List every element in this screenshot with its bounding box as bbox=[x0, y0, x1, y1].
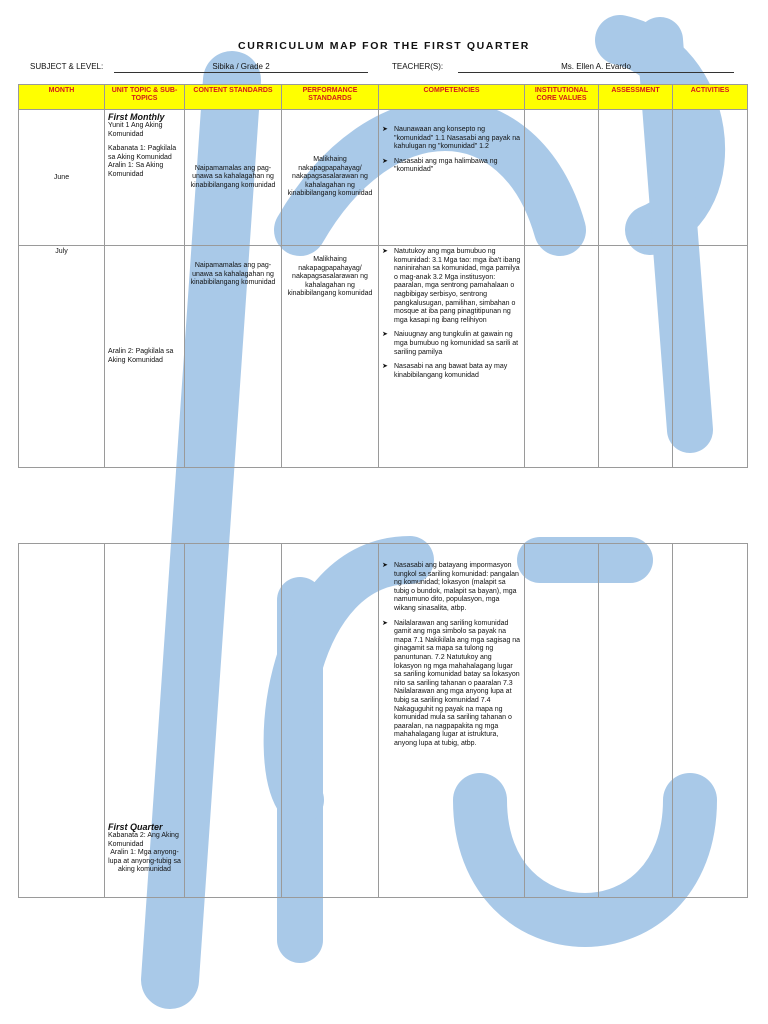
content-standard-cell: Naipamamalas ang pag-unawa sa kahalagahan ng kinabibilangang komunidad bbox=[185, 110, 282, 246]
content-standard-cell: Naipamamalas ang pag-unawa sa kahalagahan ng kinabibilangang komunidad bbox=[185, 246, 282, 468]
competencies-cell bbox=[379, 246, 525, 468]
core-values-cell bbox=[525, 246, 599, 468]
activities-cell bbox=[673, 246, 748, 468]
competency-item: ➤ Nasasabi ang batayang impormasyon tungkol sa sariling komunidad: pangalan ng komunidad; lokasyon (malapit sa tubig o bundok, malapit sa bayan), mga namumuno dito, populasyon, mga wikang sinasalita, atbp. bbox=[394, 562, 521, 614]
month-cell bbox=[19, 544, 105, 898]
competency-item: ➤ Naiuugnay ang tungkulin at gawain ng mga bumubuo ng komunidad sa sarili at sariling pamilya bbox=[394, 331, 521, 357]
table-row bbox=[19, 246, 748, 468]
competency-item: ➤ Natutukoy ang mga bumubuo ng komunidad: 3.1 Mga tao: mga iba't ibang naninirahan sa komunidad, mga pamilya o mag-anak 3.2 Mga institusyon: paaralan, mga sentrong pamahalaan o nagbibigay serbisyo, sentrong pangkalusugan, pamilihan, simbahan o mosque at iba pang pinagtitipunan ng mga kasapi ng ibang relihiyon bbox=[394, 248, 521, 325]
core-values-cell bbox=[525, 110, 599, 246]
month-cell: July bbox=[19, 246, 105, 468]
competencies-cell bbox=[379, 110, 525, 246]
teacher-value: Ms. Ellen A. Evardo bbox=[458, 62, 734, 73]
header-activities: ACTIVITIES bbox=[673, 85, 748, 110]
assessment-cell bbox=[599, 544, 673, 898]
performance-standard-cell: Malikhaing nakapagpapahayag/ nakapagsasalarawan ng kahalagahan ng kinabibilangang komunidad bbox=[282, 246, 379, 468]
competency-item: ➤ Nasasabi na ang bawat bata ay may kinabibilangang komunidad bbox=[394, 363, 521, 380]
header-assessment: ASSESSMENT bbox=[599, 85, 673, 110]
unit-line: Kabanata 1: Pagkilala sa Aking Komunidad bbox=[108, 145, 177, 161]
unit-line: Kabanata 2: Ang Aking Komunidad bbox=[108, 832, 179, 848]
unit-title: First Monthly bbox=[108, 112, 165, 122]
curriculum-table-1 bbox=[18, 84, 748, 468]
curriculum-table-2 bbox=[18, 543, 748, 898]
unit-cell: Aralin 2: Pagkilala sa Aking Komunidad bbox=[105, 246, 185, 468]
unit-cell bbox=[105, 544, 185, 898]
core-values-cell bbox=[525, 544, 599, 898]
unit-cell bbox=[105, 110, 185, 246]
header-unit: UNIT TOPIC & SUB-TOPICS bbox=[105, 85, 185, 110]
competencies-cell bbox=[379, 544, 525, 898]
unit-line: Yunit 1 Ang Aking Komunidad bbox=[108, 122, 163, 138]
table-row bbox=[19, 544, 748, 898]
content-standard-cell bbox=[185, 544, 282, 898]
header-content: CONTENT STANDARDS bbox=[185, 85, 282, 110]
unit-title: First Quarter bbox=[108, 822, 163, 833]
header-month: MONTH bbox=[19, 85, 105, 110]
competency-item: ➤ Nasasabi ang mga halimbawa ng "komunidad" bbox=[394, 158, 521, 175]
performance-standard-cell: Malikhaing nakapagpapahayag/ nakapagsasalarawan ng kahalagahan ng kinabibilangang komunidad bbox=[282, 110, 379, 246]
activities-cell bbox=[673, 544, 748, 898]
header-competencies: COMPETENCIES bbox=[379, 85, 525, 110]
competency-item: ➤ Naunawaan ang konsepto ng "komunidad" 1.1 Nasasabi ang payak na kahulugan ng "komunidad" 1.2 bbox=[394, 126, 521, 152]
header-values: INSTITUTIONAL CORE VALUES bbox=[525, 85, 599, 110]
assessment-cell bbox=[599, 110, 673, 246]
header-performance: PERFORMANCE STANDARDS bbox=[282, 85, 379, 110]
unit-line: Aralin 1: Sa Aking Komunidad bbox=[108, 162, 164, 178]
assessment-cell bbox=[599, 246, 673, 468]
activities-cell bbox=[673, 110, 748, 246]
subject-label: SUBJECT & LEVEL: bbox=[30, 62, 104, 71]
page-title: CURRICULUM MAP FOR THE FIRST QUARTER bbox=[238, 40, 530, 52]
subject-value: Sibika / Grade 2 bbox=[114, 62, 368, 73]
competency-item: ➤ Nailalarawan ang sariling komunidad gamit ang mga simbolo sa payak na mapa 7.1 Nakikilala ang mga sagisag na ginagamit sa mapa sa tulong ng panuntunan. 7.2 Natutukoy ang lokasyon ng mga mahahalagang lugar sa sariling komunidad batay sa lokasyon nito sa sariling tahanan o paaralan 7.3 Nailalarawan ang mga anyong lupa at tubig sa sariling komunidad 7.4 Nakaguguhit ng payak na mapa ng komunidad mula sa sariling tahanan o paaralan, na nagpapakita ng mga mahahalagang lugar at istruktura, anyong lupa at tubig, atbp. bbox=[394, 620, 521, 749]
performance-standard-cell bbox=[282, 544, 379, 898]
header-row bbox=[19, 85, 748, 110]
month-cell: June bbox=[19, 110, 105, 246]
teacher-label: TEACHER(S): bbox=[392, 62, 444, 71]
table-row bbox=[19, 110, 748, 246]
unit-line: Aralin 1: Mga anyong-lupa at anyong-tubig sa aking komunidad bbox=[108, 849, 181, 874]
